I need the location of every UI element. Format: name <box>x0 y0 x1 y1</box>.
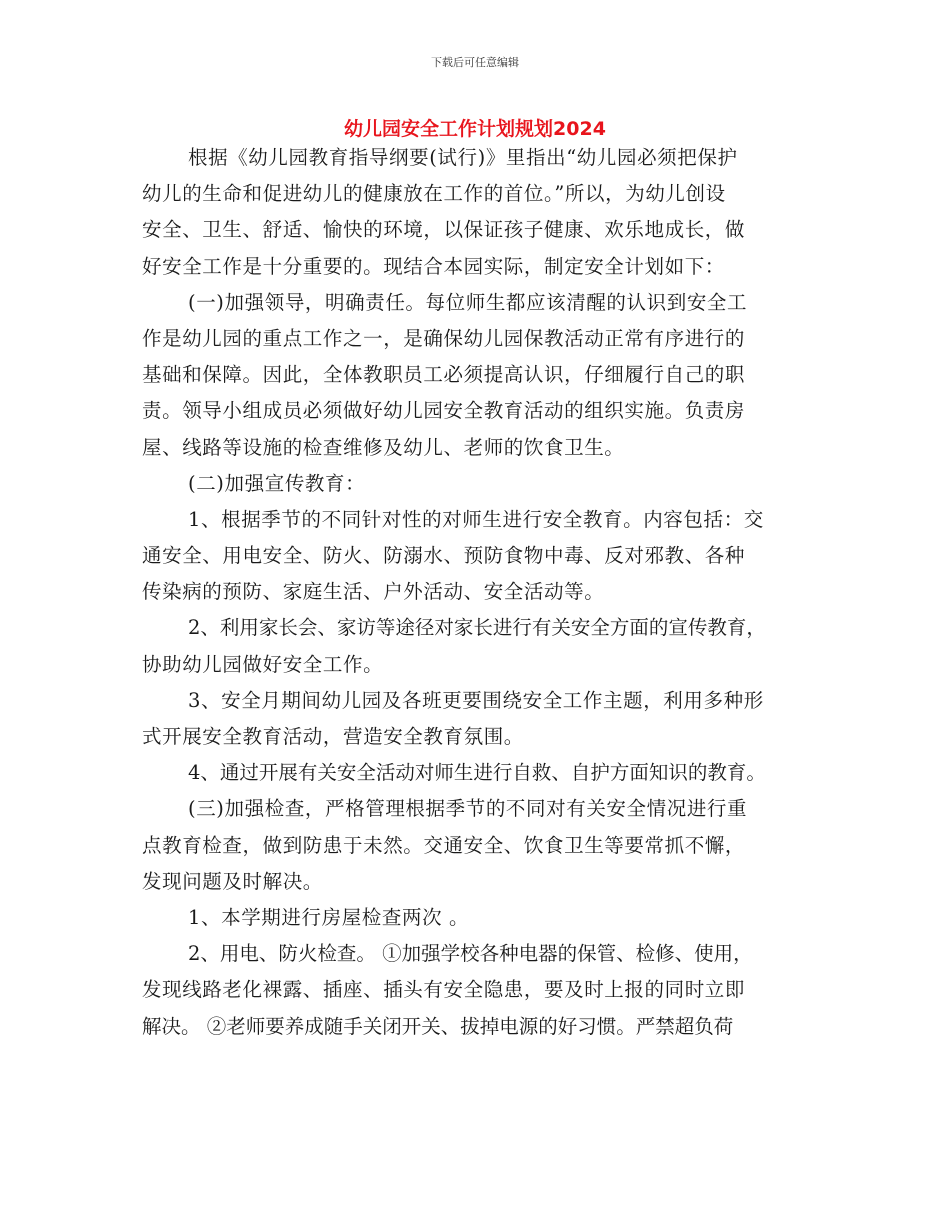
paragraph-line: 1、本学期进行房屋检查两次 。 <box>188 905 470 929</box>
paragraph-line: 解决。 ②老师要养成随手关闭开关、拔掉电源的好习惯。严禁超负荷 <box>142 1014 734 1038</box>
paragraph-line: 发现线路老化裸露、插座、插头有安全隐患，要及时上报的同时立即 <box>142 978 746 1002</box>
paragraph-line: (三)加强检查，严格管理根据季节的不同对有关安全情况进行重 <box>188 797 748 821</box>
paragraph-line: 责。领导小组成员必须做好幼儿园安全教育活动的组织实施。负责房 <box>142 399 746 423</box>
paragraph-line: 屋、线路等设施的检查维修及幼儿、老师的饮食卫生。 <box>142 435 625 459</box>
paragraph-line: 2、用电、防火检查。 ①加强学校各种电器的保管、检修、使用， <box>188 942 753 966</box>
document-body <box>142 140 842 1045</box>
paragraph-line: 根据《幼儿园教育指导纲要(试行)》里指出“幼儿园必须把保护 <box>188 146 738 169</box>
paragraph-line: 4、通过开展有关安全活动对师生进行自救、自护方面知识的教育。 <box>188 761 766 785</box>
paragraph-line: 作是幼儿园的重点工作之一，是确保幼儿园保教活动正常有序进行的 <box>142 326 746 350</box>
paragraph-line: 3、安全月期间幼儿园及各班更要围绕安全工作主题，利用多种形 <box>188 688 764 712</box>
paragraph-line: 协助幼儿园做好安全工作。 <box>142 652 384 676</box>
paragraph-line: 式开展安全教育活动，营造安全教育氛围。 <box>142 725 524 748</box>
paragraph-line: 好安全工作是十分重要的。现结合本园实际，制定安全计划如下： <box>142 254 725 278</box>
paragraph-line: 安全、卫生、舒适、愉快的环境，以保证孩子健康、欢乐地成长，做 <box>142 218 746 242</box>
paragraph-line: 幼儿的生命和促进幼儿的健康放在工作的首位。”所以，为幼儿创设 <box>142 182 726 206</box>
paragraph-line: 通安全、用电安全、防火、防溺水、预防食物中毒、反对邪教、各种 <box>142 544 746 568</box>
paragraph-line: (二)加强宣传教育： <box>188 471 366 495</box>
paragraph-line: (一)加强领导，明确责任。每位师生都应该清醒的认识到安全工 <box>188 290 748 314</box>
paragraph-line: 基础和保障。因此，全体教职员工必须提高认识，仔细履行自己的职 <box>142 363 746 387</box>
paragraph-line: 点教育检查，做到防患于未然。交通安全、饮食卫生等要常抓不懈， <box>142 833 746 857</box>
paragraph-line: 1、根据季节的不同针对性的对师生进行安全教育。内容包括：交 <box>188 507 764 531</box>
paragraph-line: 2、利用家长会、家访等途径对家长进行有关安全方面的宣传教育， <box>188 616 766 640</box>
document-title: 幼儿园安全工作计划规划2024 <box>344 118 606 140</box>
paragraph-line: 发现问题及时解决。 <box>142 869 323 893</box>
header-note: 下载后可任意编辑 <box>431 56 519 69</box>
paragraph-line: 传染病的预防、家庭生活、户外活动、安全活动等。 <box>142 580 605 604</box>
